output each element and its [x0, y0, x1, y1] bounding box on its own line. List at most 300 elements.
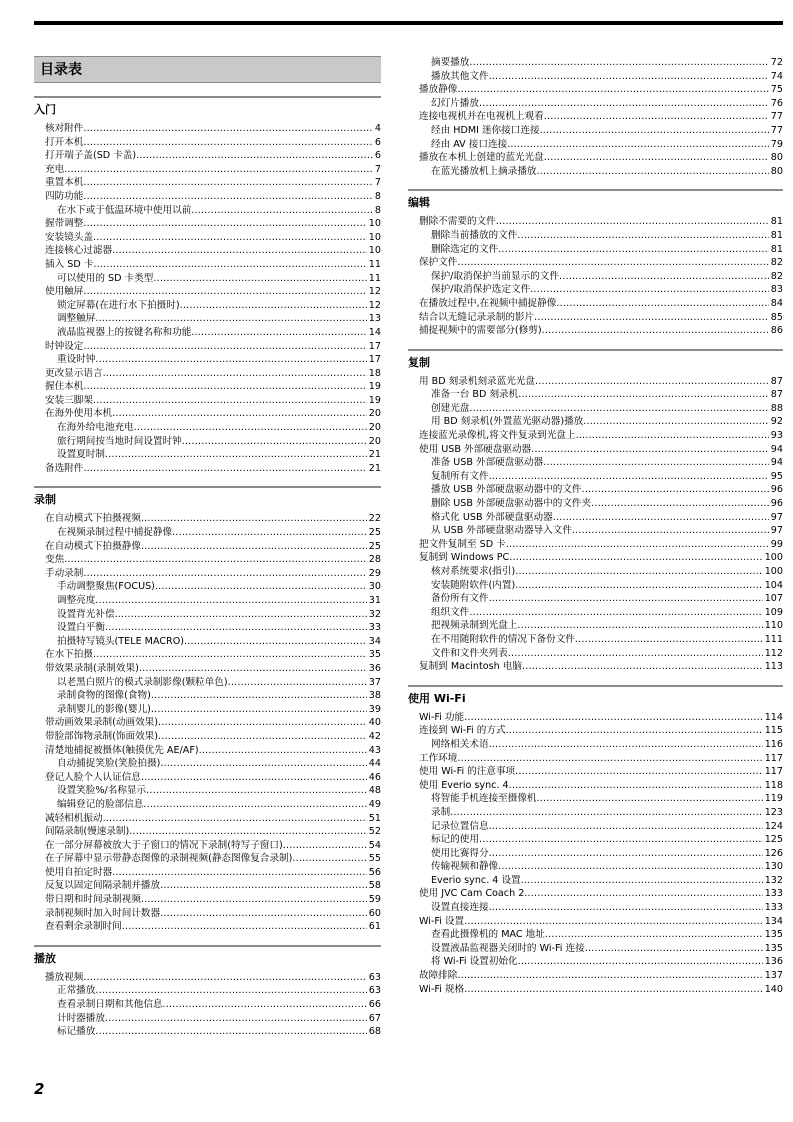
toc-entry-title: 使用 Wi-Fi 的注意事项 [419, 766, 516, 778]
toc-entry-title: 使用 Everio sync. 4 [419, 779, 509, 791]
toc-entry[interactable] [34, 244, 381, 258]
dot-leader [556, 297, 768, 311]
toc-right-column [408, 56, 783, 1007]
toc-entry-page: 29 [368, 567, 381, 579]
toc-entry-title: 在水下拍摄 [45, 649, 93, 661]
dot-leader [141, 771, 367, 785]
toc-entry[interactable] [34, 435, 381, 449]
dot-leader [489, 820, 763, 834]
toc-entry[interactable] [408, 56, 783, 70]
toc-entry-page: 66 [368, 999, 381, 1011]
dot-leader [450, 806, 763, 820]
toc-entry[interactable] [34, 567, 381, 581]
toc-entry[interactable] [34, 1025, 381, 1039]
toc-entry-title: 播放 USB 外部硬盘驱动器中的文件 [431, 484, 582, 496]
toc-entry[interactable] [34, 217, 381, 231]
toc-entry[interactable] [408, 711, 783, 725]
toc-entry[interactable] [34, 312, 381, 326]
toc-entry-title: 计时器播放 [57, 1012, 105, 1024]
toc-entry-title: 准备 USB 外部硬盘驱动器 [431, 457, 544, 469]
dot-leader [141, 893, 367, 907]
toc-entry[interactable] [408, 456, 783, 470]
toc-entry[interactable] [34, 798, 381, 812]
toc-entry[interactable] [408, 579, 783, 593]
toc-entry-title: 带日期和时间录制视频 [45, 894, 141, 906]
toc-entry[interactable] [34, 272, 381, 286]
toc-entry[interactable] [34, 839, 381, 853]
toc-entry-title: 安装三脚架 [45, 394, 93, 406]
toc-entry-title: Wi-Fi 规格 [419, 983, 465, 995]
dot-leader [83, 567, 366, 581]
toc-entry[interactable] [34, 340, 381, 354]
toc-entry[interactable] [34, 231, 381, 245]
toc-entry[interactable] [408, 215, 783, 229]
dot-leader [469, 402, 768, 416]
toc-entry-page: 32 [368, 608, 381, 620]
toc-entry-page: 40 [368, 717, 381, 729]
toc-entry[interactable] [34, 998, 381, 1012]
toc-entry[interactable] [34, 771, 381, 785]
dot-leader [153, 272, 366, 286]
toc-entry[interactable] [408, 551, 783, 565]
toc-entry-title: Wi-Fi 功能 [419, 711, 465, 723]
toc-entry-page: 35 [368, 649, 381, 661]
toc-entry[interactable] [408, 524, 783, 538]
toc-entry[interactable] [408, 915, 783, 929]
toc-entry[interactable] [408, 138, 783, 152]
toc-entry[interactable] [408, 497, 783, 511]
toc-entry[interactable] [408, 97, 783, 111]
toc-entry-page: 82 [770, 257, 783, 269]
toc-entry-page: 133 [764, 902, 783, 914]
toc-entry-title: 核对附件 [45, 123, 84, 134]
dot-leader [591, 497, 769, 511]
toc-entry-page: 67 [368, 1012, 381, 1024]
toc-entry[interactable] [408, 511, 783, 525]
toc-entry-title: 工作环境 [419, 752, 458, 764]
toc-entry[interactable] [408, 942, 783, 956]
toc-entry-page: 19 [368, 381, 381, 393]
toc-entry[interactable] [408, 833, 783, 847]
toc-entry-page: 43 [368, 744, 381, 756]
toc-entry-title: 握住本机 [45, 381, 84, 393]
toc-entry-title: 四防功能 [45, 190, 84, 202]
toc-entry[interactable] [408, 538, 783, 552]
toc-entry[interactable] [408, 901, 783, 915]
toc-entry[interactable] [408, 243, 783, 257]
toc-entry[interactable] [34, 540, 381, 554]
toc-entry[interactable] [408, 229, 783, 243]
toc-entry[interactable] [34, 744, 381, 758]
dot-leader [115, 608, 367, 622]
toc-entry[interactable] [34, 512, 381, 526]
toc-entry-title: 将 Wi-Fi 设置初始化 [431, 956, 518, 968]
toc-entry[interactable] [34, 812, 381, 826]
toc-entry-page: 81 [770, 216, 783, 228]
toc-entry[interactable] [34, 879, 381, 893]
toc-entry[interactable] [34, 920, 381, 934]
dot-leader [524, 887, 762, 901]
toc-entry[interactable] [408, 928, 783, 942]
toc-entry-title: 传输视频和静像 [431, 861, 499, 873]
dot-leader [508, 647, 763, 661]
dot-leader [141, 540, 367, 554]
toc-entry-page: 44 [368, 758, 381, 770]
toc-entry-page: 55 [368, 853, 381, 865]
toc-entry-page: 124 [764, 820, 783, 832]
toc-entry-title: 连接电视机并在电视机上观看 [419, 111, 544, 123]
toc-entry-page: 10 [368, 218, 381, 230]
dot-leader [509, 779, 763, 793]
toc-entry-title: 安装镜头盖 [45, 231, 93, 243]
toc-entry[interactable] [408, 415, 783, 429]
toc-entry[interactable] [34, 984, 381, 998]
toc-entry[interactable] [408, 647, 783, 661]
toc-entry-page: 134 [764, 915, 783, 927]
toc-entry[interactable] [34, 676, 381, 690]
toc-entry[interactable] [408, 110, 783, 124]
toc-entry[interactable] [408, 483, 783, 497]
toc-entry-title: 间隔录制(慢速录制) [45, 826, 130, 838]
toc-entry[interactable] [408, 969, 783, 983]
toc-entry-title: 用 BD 刻录机(外置蓝光驱动器)播放 [431, 416, 584, 428]
toc-entry[interactable] [34, 971, 381, 985]
toc-entry[interactable] [34, 258, 381, 272]
toc-entry-title: 备份所有文件 [431, 593, 489, 605]
dot-leader [103, 812, 367, 826]
toc-entry-title: Everio sync. 4 设置 [431, 874, 521, 886]
toc-entry[interactable] [408, 470, 783, 484]
toc-entry-title: 设置直接连接 [431, 902, 489, 914]
dot-leader [105, 1012, 367, 1026]
toc-entry[interactable] [34, 190, 381, 204]
toc-entry[interactable] [408, 151, 783, 165]
toc-entry[interactable] [34, 608, 381, 622]
toc-entry[interactable] [408, 429, 783, 443]
toc-entry-page: 13 [368, 313, 381, 325]
toc-entry-page: 30 [368, 581, 381, 593]
dot-leader [95, 594, 366, 608]
dot-leader [158, 716, 367, 730]
toc-entry-title: 录制食物的图像(食物) [57, 690, 151, 702]
toc-entry-page: 77 [770, 124, 783, 136]
toc-entry-page: 130 [764, 861, 783, 873]
dot-leader [134, 421, 367, 435]
toc-entry-title: 使用 JVC Cam Coach 2 [419, 888, 525, 900]
top-rule [34, 21, 783, 25]
toc-entry[interactable] [34, 907, 381, 921]
toc-entry[interactable] [408, 724, 783, 738]
toc-entry-title: 播放在本机上创建的蓝光光盘 [419, 152, 544, 164]
toc-entry[interactable] [34, 163, 381, 177]
toc-section [34, 945, 381, 1039]
left-sections [34, 96, 381, 1039]
toc-entry[interactable] [34, 136, 381, 150]
toc-entry[interactable] [408, 752, 783, 766]
toc-entry-title: 重设时钟 [57, 354, 96, 366]
toc-entry[interactable] [408, 165, 783, 179]
toc-entry-page: 100 [764, 566, 783, 577]
dot-leader [160, 907, 367, 921]
toc-entry[interactable] [34, 730, 381, 744]
toc-entry[interactable] [34, 380, 381, 394]
toc-entry-title: 复制所有文件 [431, 470, 489, 482]
toc-entry-page: 125 [764, 834, 783, 846]
toc-entry-page: 21 [368, 462, 381, 474]
toc-entry[interactable] [34, 648, 381, 662]
toc-entry[interactable] [408, 792, 783, 806]
toc-entry-title: 核对系统要求(指引) [431, 566, 516, 577]
toc-entry-page: 117 [764, 766, 783, 778]
section-heading: 播放 [34, 945, 381, 966]
dot-leader [64, 553, 367, 567]
toc-entry[interactable] [34, 204, 381, 218]
toc-entry[interactable] [408, 806, 783, 820]
dot-leader [544, 110, 769, 124]
toc-entry[interactable] [408, 270, 783, 284]
toc-entry-page: 81 [770, 243, 783, 255]
toc-entry-page: 20 [368, 408, 381, 420]
dot-leader [191, 326, 366, 340]
toc-entry[interactable] [34, 757, 381, 771]
dot-leader [151, 689, 367, 703]
toc-entry[interactable] [34, 462, 381, 476]
toc-entry[interactable] [34, 353, 381, 367]
toc-entry[interactable] [34, 176, 381, 190]
toc-entry[interactable] [408, 765, 783, 779]
toc-entry[interactable] [34, 299, 381, 313]
toc-entry-page: 19 [368, 394, 381, 406]
toc-entry[interactable] [34, 825, 381, 839]
toc-entry[interactable] [34, 594, 381, 608]
dot-leader [509, 551, 762, 565]
toc-entry[interactable] [408, 592, 783, 606]
toc-entry-page: 11 [368, 258, 381, 270]
toc-entry[interactable] [408, 887, 783, 901]
toc-entry[interactable] [408, 619, 783, 633]
dot-leader [93, 258, 366, 272]
dot-leader [585, 942, 763, 956]
toc-entry[interactable] [34, 852, 381, 866]
toc-entry[interactable] [408, 311, 783, 325]
toc-entry-title: 旅行期间按当地时间设置时钟 [57, 435, 182, 447]
dot-leader [64, 163, 373, 177]
toc-entry-title: 记录位置信息 [431, 820, 489, 832]
dot-leader [496, 215, 769, 229]
toc-entry-title: 拍摄特写镜头(TELE MACRO) [57, 635, 185, 647]
toc-section [408, 349, 783, 674]
toc-entry[interactable] [408, 297, 783, 311]
toc-entry-page: 4 [374, 123, 381, 134]
toc-entry-title: 登记人脸个人认证信息 [45, 771, 141, 783]
toc-entry-page: 94 [770, 443, 783, 455]
toc-entry-page: 63 [368, 971, 381, 983]
toc-entry[interactable] [34, 703, 381, 717]
toc-entry[interactable] [34, 526, 381, 540]
page-number: 2 [34, 1080, 45, 1098]
toc-entry[interactable] [408, 256, 783, 270]
toc-entry[interactable] [408, 874, 783, 888]
toc-entry[interactable] [408, 955, 783, 969]
toc-entry-title: 握带调整 [45, 218, 84, 230]
toc-entry-title: 故障排除 [419, 970, 458, 982]
toc-entry[interactable] [34, 716, 381, 730]
dot-leader [95, 984, 366, 998]
toc-entry-title: 调整亮度 [57, 595, 96, 606]
dot-leader [95, 312, 366, 326]
toc-entry-page: 87 [770, 375, 783, 387]
toc-entry[interactable] [408, 70, 783, 84]
toc-entry[interactable] [408, 443, 783, 457]
toc-entry[interactable] [408, 324, 783, 338]
dot-leader [544, 151, 769, 165]
dot-leader [537, 165, 769, 179]
dot-leader [498, 860, 763, 874]
toc-entry[interactable] [408, 388, 783, 402]
toc-entry[interactable] [34, 621, 381, 635]
toc-entry[interactable] [408, 660, 783, 674]
page-title: 目录表 [34, 56, 381, 83]
toc-entry-title: 复制到 Macintosh 电脑 [419, 661, 522, 673]
toc-entry[interactable] [34, 407, 381, 421]
toc-entry-page: 75 [770, 84, 783, 96]
toc-entry[interactable] [408, 738, 783, 752]
dot-leader [191, 204, 373, 218]
toc-entry-page: 79 [770, 138, 783, 150]
toc-entry-page: 8 [374, 190, 381, 202]
toc-entry-page: 95 [770, 470, 783, 482]
toc-entry[interactable] [34, 1012, 381, 1026]
toc-entry-page: 21 [368, 449, 381, 461]
dot-leader [457, 969, 762, 983]
toc-entry[interactable] [408, 375, 783, 389]
section-heading: 编辑 [408, 189, 783, 210]
toc-entry[interactable] [34, 580, 381, 594]
toc-entry-page: 94 [770, 457, 783, 469]
right-sections [408, 56, 783, 996]
toc-entry-page: 6 [374, 136, 381, 148]
toc-entry-title: 自动捕捉笑脸(笑脸拍摄) [57, 758, 161, 770]
toc-entry-title: 设置笑脸%/名称显示 [57, 785, 147, 797]
toc-entry-title: 带效果录制(录制效果) [45, 662, 139, 674]
toc-entry-page: 33 [368, 622, 381, 634]
toc-entry-page: 123 [764, 806, 783, 818]
toc-entry[interactable] [34, 448, 381, 462]
toc-entry-page: 84 [770, 297, 783, 309]
toc-entry[interactable] [34, 893, 381, 907]
toc-entry-page: 59 [368, 894, 381, 906]
toc-entry[interactable] [34, 122, 381, 136]
toc-entry[interactable] [408, 565, 783, 579]
toc-entry[interactable] [408, 83, 783, 97]
toc-entry[interactable] [34, 784, 381, 798]
section-heading: 使用 Wi-Fi [408, 685, 783, 706]
toc-entry[interactable] [408, 283, 783, 297]
toc-entry-title: 使用触屏 [45, 286, 84, 298]
toc-entry-page: 20 [368, 422, 381, 434]
toc-entry[interactable] [34, 553, 381, 567]
toc-entry[interactable] [34, 866, 381, 880]
dot-leader [545, 928, 763, 942]
toc-entry[interactable] [34, 326, 381, 340]
toc-entry[interactable] [34, 285, 381, 299]
dot-leader [136, 149, 373, 163]
toc-entry-page: 18 [368, 367, 381, 379]
toc-entry[interactable] [408, 983, 783, 997]
dot-leader [228, 676, 367, 690]
toc-entry-title: 在自动模式下拍摄视频 [45, 513, 141, 525]
toc-entry-title: 在自动模式下拍摄静像 [45, 540, 141, 552]
dot-leader [122, 920, 367, 934]
toc-entry-title: 网络相关术语 [431, 738, 489, 750]
toc-entry-title: 保护/取消保护当前显示的文件 [431, 270, 559, 282]
dot-leader [160, 757, 366, 771]
dot-leader [141, 512, 367, 526]
toc-entry-title: 连接核心过滤器 [45, 245, 113, 257]
dot-leader [489, 847, 763, 861]
toc-entry-page: 25 [368, 527, 381, 539]
toc-entry[interactable] [408, 124, 783, 138]
toc-entry-page: 116 [764, 738, 783, 750]
toc-entry-title: 捕捉视频中的需要部分(修剪) [419, 325, 542, 337]
toc-entry-title: 设置夏时制 [57, 449, 105, 461]
toc-entry[interactable] [408, 820, 783, 834]
toc-entry[interactable] [408, 860, 783, 874]
toc-section [34, 96, 381, 475]
dot-leader [112, 866, 367, 880]
toc-entry-page: 25 [368, 540, 381, 552]
toc-entry[interactable] [408, 606, 783, 620]
dot-leader [518, 955, 763, 969]
toc-entry[interactable] [408, 847, 783, 861]
toc-entry-title: 创建光盘 [431, 402, 470, 414]
dot-leader [522, 660, 763, 674]
dot-leader [160, 879, 367, 893]
toc-entry[interactable] [34, 394, 381, 408]
toc-entry[interactable] [408, 633, 783, 647]
toc-entry-title: 打开端子盖(SD 卡盖) [45, 150, 137, 162]
dot-leader [506, 724, 763, 738]
toc-entry-page: 42 [368, 730, 381, 742]
toc-entry-page: 135 [764, 929, 783, 941]
dot-leader [146, 784, 367, 798]
toc-entry-page: 137 [764, 970, 783, 982]
toc-entry-title: 连接到 Wi-Fi 的方式 [419, 725, 506, 737]
dot-leader [95, 1025, 366, 1039]
toc-entry-title: 在一部分屏幕被放大于子窗口的情况下录制(特写子窗口) [45, 839, 283, 851]
toc-entry-page: 135 [764, 942, 783, 954]
toc-entry[interactable] [34, 149, 381, 163]
toc-entry[interactable] [34, 662, 381, 676]
toc-entry[interactable] [34, 421, 381, 435]
toc-entry-title: 以老黑白照片的模式录制影像(颗粒单色) [57, 676, 228, 688]
toc-entry[interactable] [34, 635, 381, 649]
toc-entry[interactable] [408, 402, 783, 416]
toc-entry-page: 12 [368, 286, 381, 298]
dot-leader [158, 730, 367, 744]
toc-entry-page: 136 [764, 956, 783, 968]
toc-entry-title: 从 USB 外部硬盘驱动器导入文件 [431, 525, 572, 537]
toc-entry-page: 22 [368, 513, 381, 525]
dot-leader [457, 752, 762, 766]
toc-entry[interactable] [34, 367, 381, 381]
dot-leader [83, 217, 366, 231]
toc-entry-page: 110 [764, 620, 783, 632]
dot-leader [531, 443, 769, 457]
toc-entry[interactable] [408, 779, 783, 793]
toc-entry[interactable] [34, 689, 381, 703]
dot-leader [498, 243, 769, 257]
